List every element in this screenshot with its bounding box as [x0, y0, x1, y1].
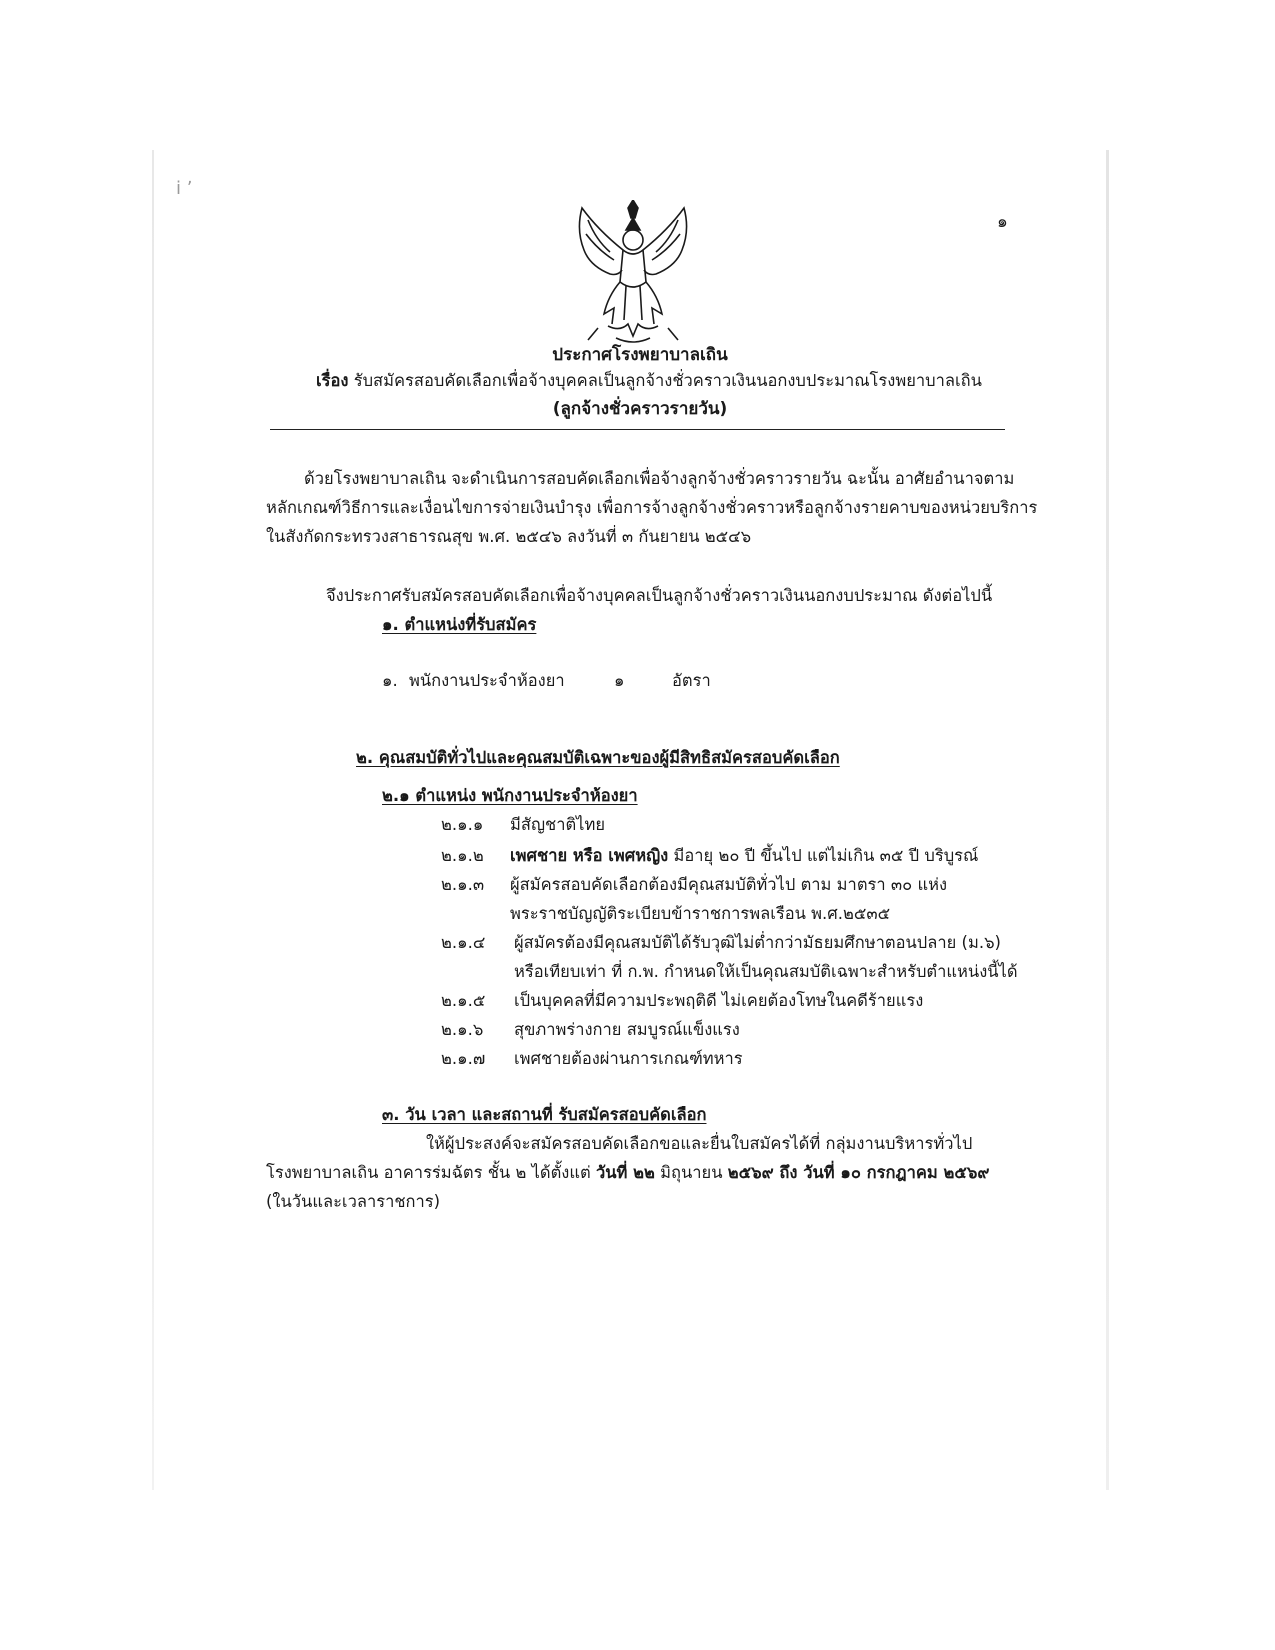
qualification-no-5: ๒.๑.๕ — [441, 991, 486, 1010]
qualification-2-rest: มีอายุ ๒๐ ปี ขึ้นไป แต่ไม่เกิน ๓๕ ปี บริบูรณ์ — [668, 846, 979, 865]
announce-line: จึงประกาศรับสมัครสอบคัดเลือกเพื่อจ้างบุคคลเป็นลูกจ้างชั่วคราวเงินนอกงบประมาณ ดังต่อไปนี้ — [326, 586, 993, 605]
section3-line-2a: โรงพยาบาลเถิน อาคารร่มฉัตร ชั้น ๒ ได้ตั้งแต่ — [266, 1163, 596, 1182]
section1-heading: ๑. ตำแหน่งที่รับสมัคร — [382, 615, 537, 634]
qualification-2-bold: เพศชาย หรือ เพศหญิง — [510, 846, 669, 865]
intro-line-1: ด้วยโรงพยาบาลเถิน จะดำเนินการสอบคัดเลือกเพื่อจ้างลูกจ้างชั่วคราวรายวัน ฉะนั้น อาศัยอำนาจตาม — [304, 469, 1015, 488]
page-number: ๑ — [997, 212, 1008, 232]
scan-smudge: ⅰ ʼ — [176, 178, 193, 199]
scan-edge-left — [152, 150, 154, 1490]
section3-line-2d: ๒๕๖๙ ถึง วันที่ ๑๐ กรกฎาคม ๒๕๖๙ — [727, 1163, 990, 1182]
qualification-text-5: เป็นบุคคลที่มีความประพฤติดี ไม่เคยต้องโทษในคดีร้ายแรง — [514, 991, 924, 1010]
subject-text: รับสมัครสอบคัดเลือกเพื่อจ้างบุคคลเป็นลูกจ้างชั่วคราวเงินนอกงบประมาณโรงพยาบาลเถิน — [353, 371, 982, 390]
section3-line-2 — [266, 1160, 989, 1186]
section3-heading: ๓. วัน เวลา และสถานที่ รับสมัครสอบคัดเลือก — [382, 1105, 707, 1124]
section3-line-2c: มิถุนายน — [654, 1163, 728, 1182]
subject-line — [316, 368, 982, 394]
qualification-text-4: ผู้สมัครต้องมีคุณสมบัติได้รับวุฒิไม่ต่ำกว่ามัธยมศึกษาตอนปลาย (ม.๖) — [514, 933, 1001, 952]
section3-line-2b: วันที่ ๒๒ — [595, 1163, 655, 1182]
scan-edge-right — [1106, 150, 1109, 1490]
section3-line-1: ให้ผู้ประสงค์จะสมัครสอบคัดเลือกขอและยื่นใบสมัครได้ที่ กลุ่มงานบริหารทั่วไป — [426, 1134, 973, 1153]
position-name: พนักงานประจำห้องยา — [408, 671, 565, 690]
qualification-text-1: มีสัญชาติไทย — [510, 815, 606, 834]
position-row — [382, 668, 565, 694]
section2-subheading: ๒.๑ ตำแหน่ง พนักงานประจำห้องยา — [382, 786, 638, 805]
qualification-no-4: ๒.๑.๔ — [441, 933, 486, 952]
qualification-text-4b: หรือเทียบเท่า ที่ ก.พ. กำหนดให้เป็นคุณสมบัติเฉพาะสำหรับตำแหน่งนี้ได้ — [514, 962, 1018, 981]
position-count: ๑ — [614, 671, 625, 690]
position-number: ๑. — [382, 671, 398, 690]
document-title: ประกาศโรงพยาบาลเถิน — [552, 345, 728, 365]
intro-line-3: ในสังกัดกระทรวงสาธารณสุข พ.ศ. ๒๕๔๖ ลงวันที่ ๓ กันยายน ๒๕๔๖ — [266, 527, 752, 546]
qualification-no-7: ๒.๑.๗ — [441, 1049, 486, 1068]
header-divider — [270, 429, 1005, 430]
garuda-emblem-icon — [568, 200, 698, 348]
intro-line-2: หลักเกณฑ์วิธีการและเงื่อนไขการจ่ายเงินบำรุง เพื่อการจ้างลูกจ้างชั่วคราวหรือลูกจ้างรายคาบของหน่วยบริการ — [266, 498, 1038, 517]
subject-label: เรื่อง — [316, 371, 349, 390]
qualification-text-7: เพศชายต้องผ่านการเกณฑ์ทหาร — [514, 1049, 743, 1068]
qualification-no-1: ๒.๑.๑ — [441, 815, 484, 834]
qualification-no-2: ๒.๑.๒ — [441, 846, 484, 865]
section2-heading: ๒. คุณสมบัติทั่วไปและคุณสมบัติเฉพาะของผู้มีสิทธิสมัครสอบคัดเลือก — [356, 748, 840, 767]
qualification-text-6: สุขภาพร่างกาย สมบูรณ์แข็งแรง — [514, 1020, 740, 1039]
document-subtitle: (ลูกจ้างชั่วคราวรายวัน) — [552, 399, 728, 419]
qualification-no-6: ๒.๑.๖ — [441, 1020, 484, 1039]
qualification-text-3b: พระราชบัญญัติระเบียบข้าราชการพลเรือน พ.ศ.๒๕๓๕ — [510, 904, 891, 923]
position-unit: อัตรา — [672, 671, 711, 690]
section3-line-3: (ในวันและเวลาราชการ) — [266, 1192, 441, 1211]
qualification-text-3: ผู้สมัครสอบคัดเลือกต้องมีคุณสมบัติทั่วไป ตาม มาตรา ๓๐ แห่ง — [510, 875, 948, 894]
qualification-text-2 — [510, 843, 978, 869]
qualification-no-3: ๒.๑.๓ — [441, 875, 485, 894]
